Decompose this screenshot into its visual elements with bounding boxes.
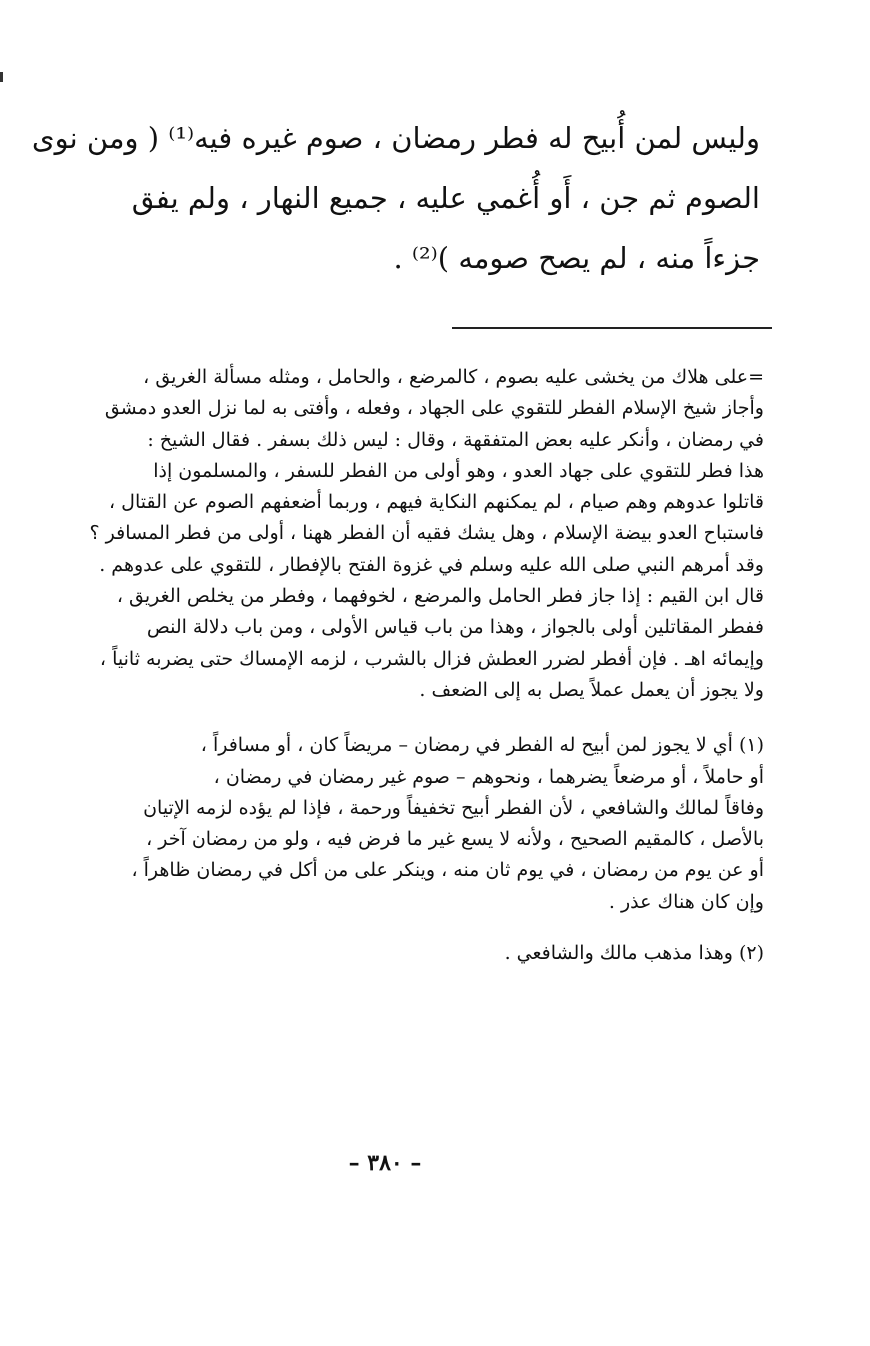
footnote-line: وإيمائه اهـ . فإن أفطر لضرر العطش فزال بالشرب ، لزمه الإمساك حتى يضربه ثانياً ، (99, 647, 764, 670)
footnote-line: قاتلوا عدوهم وهم صيام ، لم يمكنهم النكاية فيهم ، وربما أضعفهم الصوم عن القتال ، (109, 491, 764, 514)
footnote-line: =على هلاك من يخشى عليه بصوم ، كالمرضع ، والحامل ، ومثله مسألة الغريق ، (143, 366, 764, 388)
main-text (31, 108, 760, 288)
footnote-line: ولا يجوز أن يعمل عملاً يصل به إلى الضعف . (419, 678, 764, 701)
footnote-line: وفاقاً لمالك والشافعي ، لأن الفطر أبيح تخفيفاً ورحمة ، فإذا لم يؤده لزمه الإتيان (143, 796, 764, 819)
footnotes (40, 362, 764, 969)
main-text-line: الصوم ثم جن ، أَو أُغمي عليه ، جميع النهار ، ولم يفق (131, 181, 760, 215)
footnote-line: بالأصل ، كالمقيم الصحيح ، ولأنه لا يسع غير ما فرض فيه ، ولو من رمضان آخر ، (146, 828, 764, 851)
footnote-1 (40, 730, 764, 918)
footnote-divider (452, 327, 772, 329)
footnote-line: هذا فطر للتقوي على جهاد العدو ، وهو أولى من الفطر للسفر ، والمسلمون إذا (153, 459, 764, 482)
page-number: – ٣٨٠ – (348, 1150, 422, 1176)
footnote-2 (40, 938, 764, 969)
main-text-line: وليس لمن أُبيح له فطر رمضان ، صوم غيره فيه⁽¹⁾ ( ومن نوى (31, 121, 760, 155)
footnote-continuation (40, 362, 764, 706)
scan-mark (0, 72, 3, 82)
footnote-line: أو عن يوم من رمضان ، في يوم ثان منه ، وينكر على من أكل في رمضان ظاهراً ، (131, 859, 764, 882)
main-text-line: جزءاً منه ، لم يصح صومه )⁽²⁾ . (393, 241, 760, 275)
footnote-line: (٢) وهذا مذهب مالك والشافعي . (504, 942, 764, 965)
footnote-line: فاستباح العدو بيضة الإسلام ، وهل يشك فقيه أن الفطر ههنا ، أولى من فطر المسافر ؟ (89, 522, 764, 545)
footnote-line: وأجاز شيخ الإسلام الفطر للتقوي على الجهاد ، وفعله ، وأفتى به لما نزل العدو دمشق (104, 397, 764, 420)
footnote-line: (١) أي لا يجوز لمن أبيح له الفطر في رمضان – مريضاً كان ، أو مسافراً ، (200, 734, 764, 757)
footnote-line: أو حاملاً ، أو مرضعاً يضرهما ، ونحوهم – صوم غير رمضان في رمضان ، (213, 765, 764, 788)
footnote-line: قال ابن القيم : إذا جاز فطر الحامل والمرضع ، لخوفهما ، وفطر من يخلص الغريق ، (116, 585, 764, 608)
footnote-line: ففطر المقاتلين أولى بالجواز ، وهذا من باب قياس الأولى ، ومن باب دلالة النص (146, 616, 764, 639)
footnote-line: وإن كان هناك عذر . (608, 890, 764, 913)
footnote-line: في رمضان ، وأنكر عليه بعض المتفقهة ، وقال : ليس ذلك بسفر . فقال الشيخ : (147, 428, 764, 451)
footnote-line: وقد أمرهم النبي صلى الله عليه وسلم في غزوة الفتح بالإفطار ، للتقوي على عدوهم . (99, 553, 764, 576)
